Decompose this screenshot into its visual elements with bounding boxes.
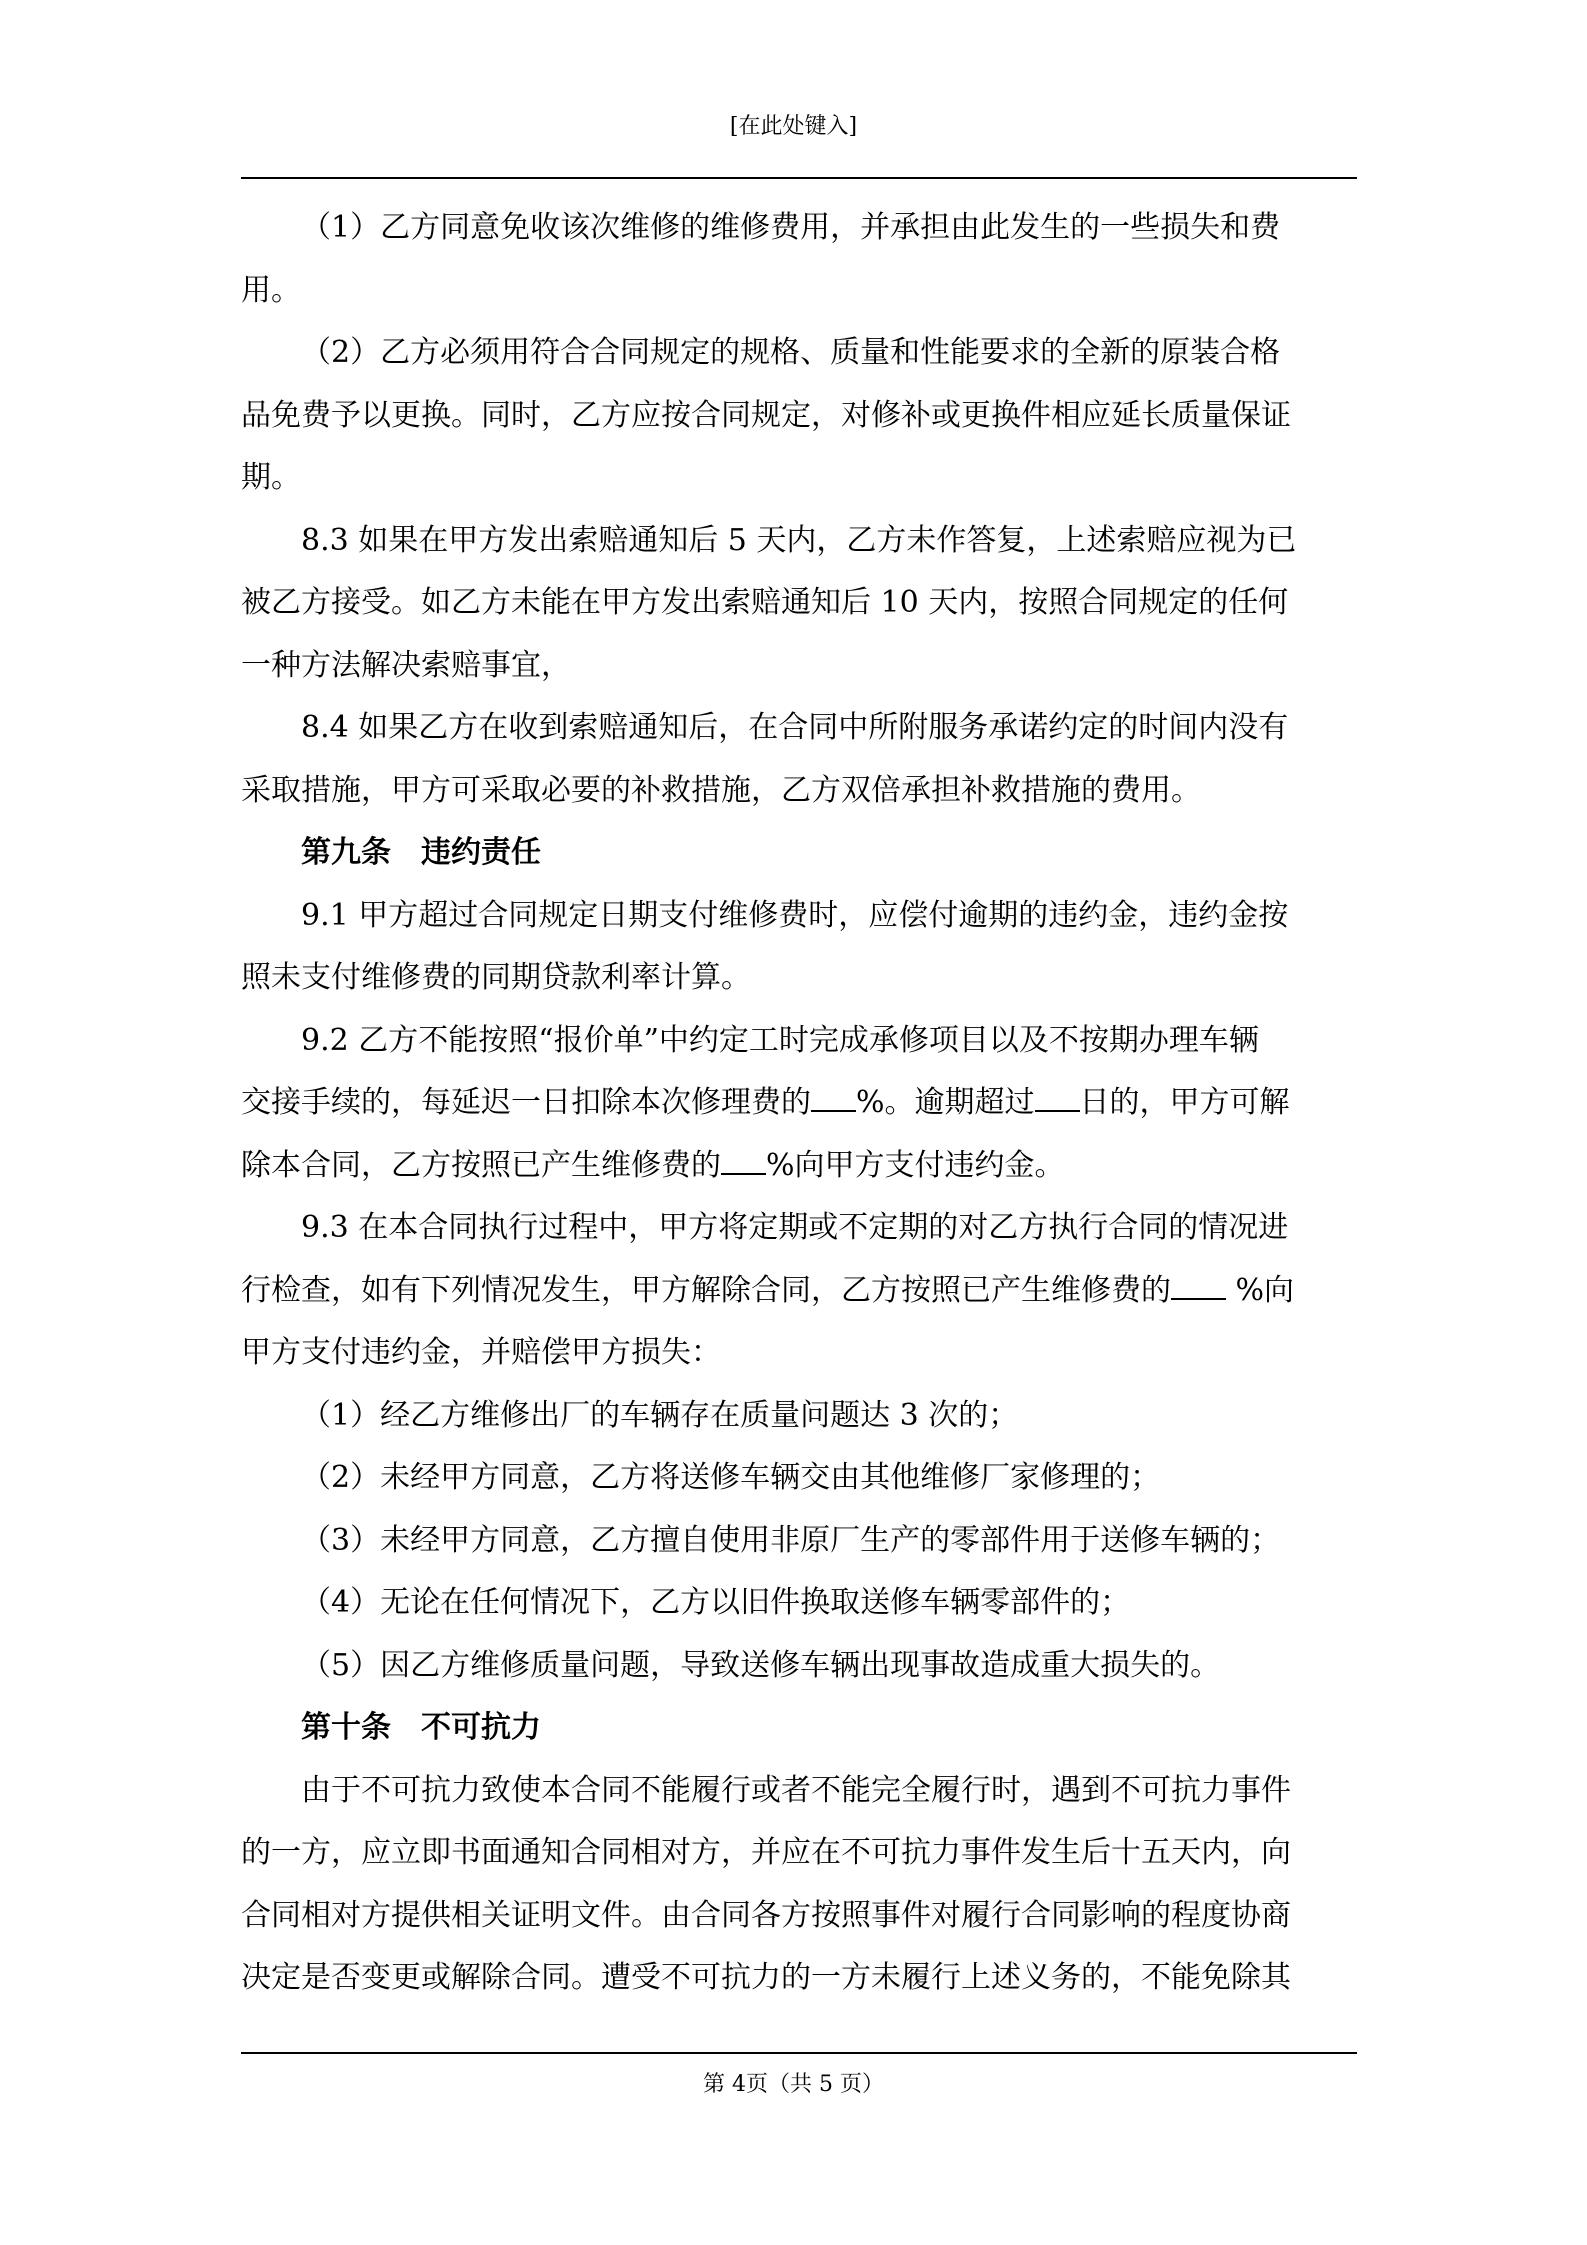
clause-9-1-line-2: 照未支付维修费的同期贷款利率计算。 bbox=[241, 960, 751, 995]
clause-9-3-item-3: （3）未经甲方同意，乙方擅自使用非原厂生产的零部件用于送修车辆的； bbox=[301, 1522, 1281, 1558]
text-segment: 日的，甲方可解 bbox=[1079, 1085, 1290, 1120]
clause-8-4-line-1: 8.4 如果乙方在收到索赔通知后，在合同中所附服务承诺约定的时间内没有 bbox=[301, 710, 1289, 745]
paragraph-8-2-2-line-3: 期。 bbox=[241, 460, 301, 495]
page-header: [在此处键入] bbox=[729, 114, 858, 139]
clause-8-3-line-3: 一种方法解决索赔事宜， bbox=[241, 647, 571, 683]
clause-9-2-line-1: 9.2 乙方不能按照“报价单”中约定工时完成承修项目以及不按期办理车辆 bbox=[301, 1022, 1259, 1058]
clause-9-3-line-2 bbox=[241, 1260, 1357, 1323]
fill-in-blank bbox=[811, 1084, 856, 1112]
article-10-heading: 第十条 不可抗力 bbox=[301, 1710, 541, 1745]
footer-rule bbox=[241, 2052, 1357, 2054]
document-body bbox=[241, 197, 1357, 2010]
clause-9-3-item-2: （2）未经甲方同意，乙方将送修车辆交由其他维修厂家修理的； bbox=[301, 1460, 1161, 1495]
page-number: 第 4页（共 5 页） bbox=[703, 2072, 884, 2097]
paragraph-8-2-1-line-1: （1）乙方同意免收该次维修的维修费用，并承担由此发生的一些损失和费 bbox=[301, 210, 1281, 245]
article-10-line-2: 的一方，应立即书面通知合同相对方，并应在不可抗力事件发生后十五天内，向 bbox=[241, 1835, 1291, 1870]
article-10-line-4: 决定是否变更或解除合同。遭受不可抗力的一方未履行上述义务的，不能免除其 bbox=[241, 1960, 1291, 1995]
clause-9-3-item-5: （5）因乙方维修质量问题，导致送修车辆出现事故造成重大损失的。 bbox=[301, 1647, 1221, 1683]
clause-8-3-line-2: 被乙方接受。如乙方未能在甲方发出索赔通知后 10 天内，按照合同规定的任何 bbox=[241, 585, 1289, 620]
article-9-heading: 第九条 违约责任 bbox=[301, 835, 541, 870]
text-segment: %向甲方支付违约金。 bbox=[766, 1147, 1065, 1183]
paragraph-8-2-1-line-2: 用。 bbox=[241, 272, 301, 308]
text-segment: 除本合同，乙方按照已产生维修费的 bbox=[241, 1147, 721, 1183]
text-segment: 行检查，如有下列情况发生，甲方解除合同，乙方按照已产生维修费的 bbox=[241, 1272, 1171, 1308]
clause-9-1-line-1: 9.1 甲方超过合同规定日期支付维修费时，应偿付逾期的违约金，违约金按 bbox=[301, 897, 1289, 933]
clause-8-3-line-1: 8.3 如果在甲方发出索赔通知后 5 天内，乙方未作答复，上述索赔应视为已 bbox=[301, 522, 1297, 558]
header-rule bbox=[241, 177, 1357, 179]
clause-9-2-line-3 bbox=[241, 1135, 1357, 1198]
clause-9-3-line-1: 9.3 在本合同执行过程中，甲方将定期或不定期的对乙方执行合同的情况进 bbox=[301, 1210, 1289, 1245]
clause-9-2-line-2 bbox=[241, 1072, 1357, 1135]
article-10-line-1: 由于不可抗力致使本合同不能履行或者不能完全履行时，遇到不可抗力事件 bbox=[301, 1772, 1291, 1808]
fill-in-blank bbox=[1171, 1272, 1226, 1300]
paragraph-8-2-2-line-2: 品免费予以更换。同时，乙方应按合同规定，对修补或更换件相应延长质量保证 bbox=[241, 397, 1291, 433]
paragraph-8-2-2-line-1: （2）乙方必须用符合合同规定的规格、质量和性能要求的全新的原装合格 bbox=[301, 335, 1281, 370]
fill-in-blank bbox=[1035, 1084, 1080, 1112]
text-segment: %。逾期超过 bbox=[856, 1085, 1035, 1120]
clause-9-3-item-4: （4）无论在任何情况下，乙方以旧件换取送修车辆零部件的； bbox=[301, 1585, 1131, 1620]
fill-in-blank bbox=[721, 1147, 766, 1175]
text-segment: %向 bbox=[1226, 1272, 1295, 1308]
article-10-line-3: 合同相对方提供相关证明文件。由合同各方按照事件对履行合同影响的程度协商 bbox=[241, 1897, 1291, 1933]
text-segment: 交接手续的，每延迟一日扣除本次修理费的 bbox=[241, 1085, 811, 1120]
clause-9-3-item-1: （1）经乙方维修出厂的车辆存在质量问题达 3 次的； bbox=[301, 1397, 1019, 1433]
clause-9-3-line-3: 甲方支付违约金，并赔偿甲方损失： bbox=[241, 1335, 721, 1370]
clause-8-4-line-2: 采取措施，甲方可采取必要的补救措施，乙方双倍承担补救措施的费用。 bbox=[241, 772, 1201, 808]
